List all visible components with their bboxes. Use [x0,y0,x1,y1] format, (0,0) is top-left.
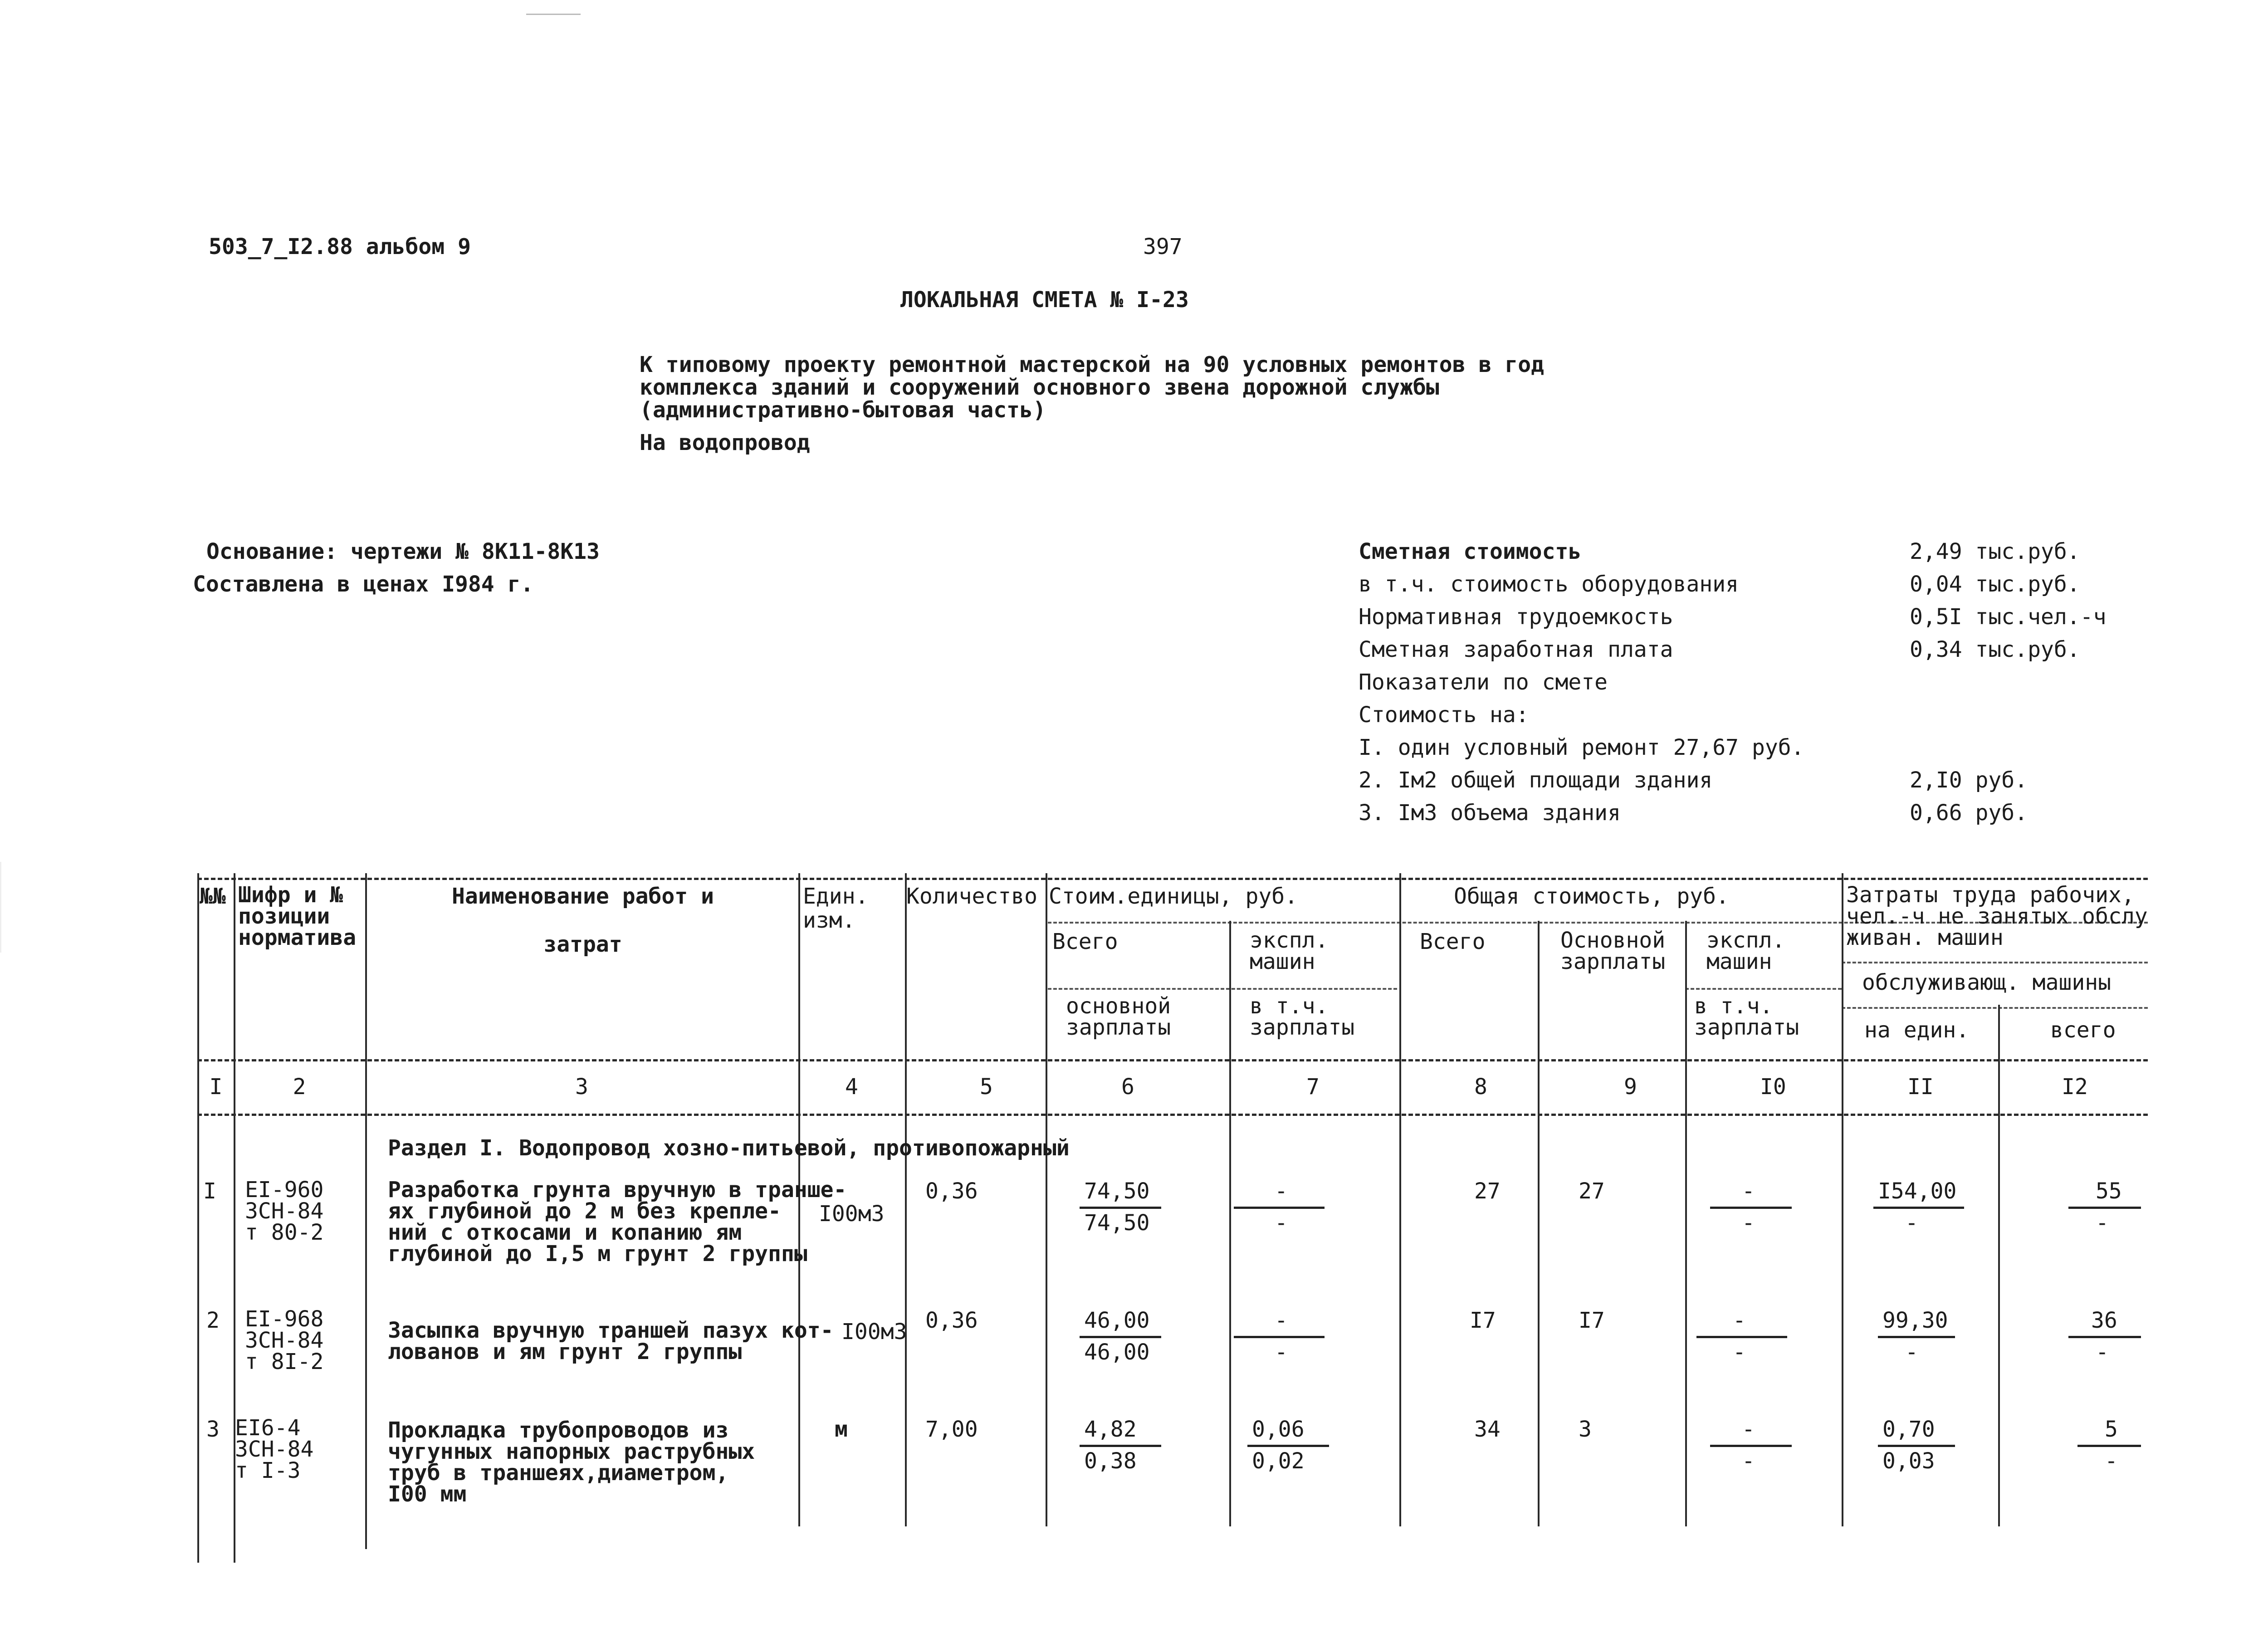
row-uc-mach-wage: - [1275,1340,1288,1365]
row-num: I [203,1178,216,1204]
subtitle-line-1: К типовому проекту ремонтной мастерской на 90 условных ремонтов в год [640,352,1544,377]
row-tc-mach-wage: - [1742,1448,1755,1474]
row-tc-total: I7 [1470,1308,1496,1333]
row-labor-per-unit-mach: - [1905,1210,1918,1236]
row-code: ЕI6-4 ЗСН-84 т I-3 [235,1415,314,1484]
row-uc-total: 4,82 [1084,1417,1137,1442]
summary-value: 2,I0 руб. [1910,768,2028,793]
table-rule [1842,962,2148,963]
table-rule [1046,873,1047,1526]
col-number: 5 [980,1074,993,1100]
subtitle-line-3: (административно-бытовая часть) [640,397,1046,423]
row-labor-per-unit-mach: - [1905,1340,1918,1365]
fraction-line [1080,1336,1161,1338]
row-tc-mach: - [1742,1178,1755,1204]
row-qty: 7,00 [925,1417,978,1442]
row-labor-total: 5 [2105,1417,2118,1442]
summary-label: в т.ч. стоимость оборудования [1359,572,1739,597]
row-uc-total: 46,00 [1084,1308,1150,1333]
col-header-uc-mach: экспл. машин [1250,928,1329,975]
row-tc-wage: 3 [1579,1417,1592,1442]
summary-value: 0,5I тыс.чел.-ч [1910,604,2107,630]
summary-label: Показатели по смете [1359,670,1608,695]
fraction-line [2077,1445,2141,1447]
section-title: Раздел I. Водопровод хозно-питьевой, противопожарный [388,1135,1070,1161]
summary-label: 2. Iм2 общей площади здания [1359,768,1713,793]
col-number: 6 [1121,1074,1134,1100]
fraction-line [2068,1207,2141,1209]
page-title: ЛОКАЛЬНАЯ СМЕТА № I-23 [900,287,1189,313]
row-uc-mach: - [1275,1308,1288,1333]
col-header-tc-total: Всего [1420,929,1486,954]
row-labor-total-mach: - [2096,1340,2109,1365]
row-tc-wage: I7 [1579,1308,1605,1333]
row-tc-mach-wage: - [1742,1210,1755,1236]
col-header-num: №№ [200,884,226,909]
row-uc-wage: 74,50 [1084,1210,1150,1236]
table-rule [1048,988,1397,990]
col-header-unit: Един. изм. [803,884,869,933]
page-number: 397 [1143,234,1183,259]
table-rule [1998,1005,2000,1526]
row-labor-per-unit: 0,70 [1882,1417,1935,1442]
summary-value: 0,66 руб. [1910,800,2028,826]
table-rule [197,878,2148,880]
col-number: 9 [1624,1074,1637,1100]
col-header-tc-mach: экспл. машин [1706,928,1785,975]
table-rule [1538,921,1540,1526]
summary-value: 0,04 тыс.руб. [1910,572,2080,597]
row-tc-mach: - [1742,1417,1755,1442]
row-labor-per-unit: 99,30 [1882,1308,1948,1333]
col-header-tc-wage: Основной зарплаты [1560,928,1666,975]
col-header-uc-wage: основной зарплаты [1066,993,1171,1041]
summary-label: Нормативная трудоемкость [1359,604,1673,630]
row-name: Прокладка трубопроводов из чугунных напорных раструбных труб в траншеях,диаметром, I00 мм [388,1418,755,1507]
summary-value: 2,49 тыс.руб. [1910,539,2080,564]
col-header-labor: Затраты труда рабочих, чел.-ч не занятых обслу живан. машин [1846,882,2148,951]
table-rule [1842,873,1843,1526]
scan-edge [0,862,1,953]
table-rule [365,873,367,1549]
row-code: ЕI-960 ЗСН-84 т 80-2 [245,1177,324,1246]
table-rule [197,1114,2148,1116]
col-number: I0 [1760,1074,1786,1100]
col-header-qty: Количество [906,884,1037,909]
object-name: На водопровод [640,430,810,455]
col-header-labor-total: всего [2050,1017,2116,1043]
row-num: 2 [206,1308,220,1333]
col-number: I [209,1074,223,1100]
col-number: 4 [845,1074,858,1100]
row-labor-per-unit: I54,00 [1878,1178,1957,1204]
fraction-line [2068,1336,2141,1338]
col-header-unit-cost: Стоим.единицы, руб. [1049,884,1298,909]
fraction-line [1080,1207,1161,1209]
row-labor-total-mach: - [2096,1210,2109,1236]
col-number: I2 [2062,1074,2088,1100]
row-labor-total: 55 [2096,1178,2122,1204]
row-code: ЕI-968 ЗСН-84 т 8I-2 [245,1306,324,1375]
row-uc-wage: 46,00 [1084,1340,1150,1365]
row-tc-total: 34 [1474,1417,1501,1442]
col-header-code: Шифр и № позиции норматива [238,882,357,951]
summary-label: 3. Iм3 объема здания [1359,800,1621,826]
row-unit: I00м3 [841,1319,907,1344]
row-num: 3 [206,1417,220,1442]
summary-label: Стоимость на: [1359,702,1529,728]
row-uc-mach: - [1275,1178,1288,1204]
fraction-line [1247,1445,1329,1447]
row-uc-mach: 0,06 [1252,1417,1305,1442]
table-rule [197,873,199,1563]
row-name: Засыпка вручную траншей пазух кот- лованов и ям грунт 2 группы [388,1318,834,1365]
table-rule [905,873,907,1526]
table-rule [1842,1007,2148,1009]
row-unit: м [835,1417,848,1442]
row-qty: 0,36 [925,1178,978,1204]
table-rule [1399,873,1401,1526]
col-header-labor-per-unit: на един. [1864,1017,1970,1043]
col-header-uc-total: Всего [1052,929,1118,954]
scan-mark [526,14,581,15]
row-tc-mach-wage: - [1733,1340,1746,1365]
subtitle-line-2: комплекса зданий и сооружений основного звена дорожной службы [640,375,1439,400]
row-name: Разработка грунта вручную в транше- ях глубиной до 2 м без крепле- ний с откосами и копанию ям глубиной до I,5 м грунт 2 группы [388,1177,847,1267]
basis-prices: Составлена в ценах I984 г. [193,572,534,597]
col-header-name: Наименование работ и затрат [452,884,714,957]
col-number: 7 [1306,1074,1320,1100]
basis-drawings: Основание: чертежи № 8К11-8К13 [206,539,600,564]
fraction-line [1878,1445,1955,1447]
col-number: 8 [1474,1074,1487,1100]
fraction-line [1710,1207,1792,1209]
fraction-line [1234,1207,1325,1209]
row-tc-total: 27 [1474,1178,1501,1204]
row-tc-mach: - [1733,1308,1746,1333]
col-header-total-cost: Общая стоимость, руб. [1454,884,1729,909]
fraction-line [1696,1336,1787,1338]
col-number: 2 [293,1074,306,1100]
row-uc-total: 74,50 [1084,1178,1150,1204]
fraction-line [1873,1207,1964,1209]
col-number: 3 [575,1074,588,1100]
row-uc-mach-wage: - [1275,1210,1288,1236]
fraction-line [1234,1336,1325,1338]
row-unit: I00м3 [819,1201,885,1227]
row-uc-wage: 0,38 [1084,1448,1137,1474]
row-labor-total-mach: - [2105,1448,2118,1474]
table-rule [1685,921,1687,1526]
table-rule [197,1059,2148,1061]
col-header-uc-mach-wage: в т.ч. зарплаты [1250,993,1355,1041]
fraction-line [1710,1445,1792,1447]
summary-label: Сметная заработная плата [1359,637,1673,662]
fraction-line [1080,1445,1161,1447]
fraction-line [1878,1336,1955,1338]
summary-value: 0,34 тыс.руб. [1910,637,2080,662]
row-uc-mach-wage: 0,02 [1252,1448,1305,1474]
col-header-tc-mach-wage: в т.ч. зарплаты [1694,993,1799,1041]
row-labor-total: 36 [2091,1308,2117,1333]
col-number: II [1907,1074,1934,1100]
summary-label: I. один условный ремонт 27,67 руб. [1359,735,1804,760]
doc-id: 503_7_I2.88 альбом 9 [209,234,471,259]
summary-label: Сметная стоимость [1359,539,1582,564]
table-rule [1229,921,1231,1526]
col-header-labor-service: обслуживающ. машины [1862,970,2112,995]
row-qty: 0,36 [925,1308,978,1333]
table-rule [1685,988,1842,990]
row-tc-wage: 27 [1579,1178,1605,1204]
row-labor-per-unit-mach: 0,03 [1882,1448,1935,1474]
